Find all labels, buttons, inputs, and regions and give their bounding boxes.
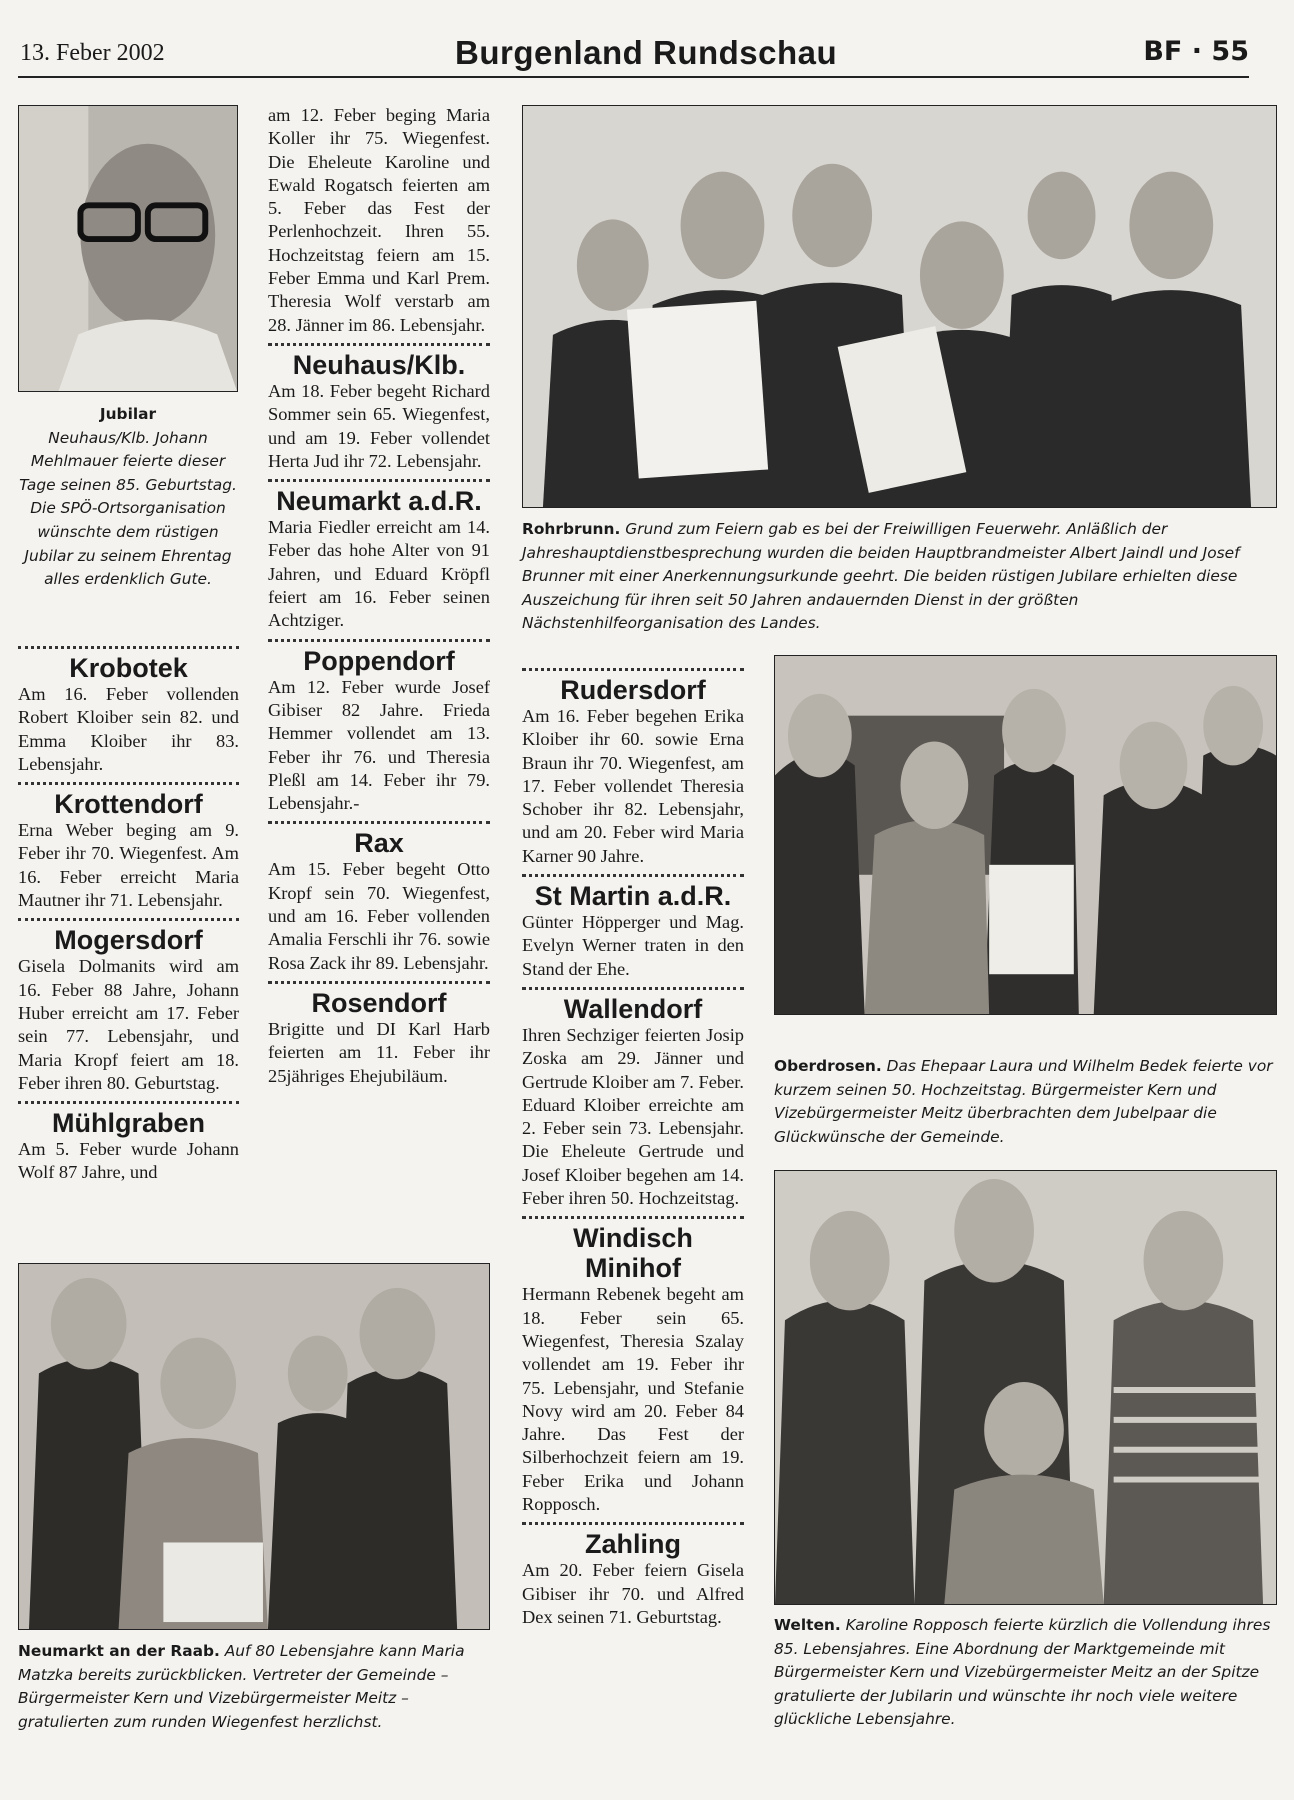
portrait-caption: [18, 403, 238, 592]
portrait-caption-text: Neuhaus/Klb. Johann Mehlmauer feierte dieser Tage seinen 85. Geburtstag. Die SPÖ-Ortsorganisation wünschte dem rüstigen Jubilar zu seinem Ehrentag alles erdenklich Gute.: [19, 428, 237, 589]
neumarkt-photo: [18, 1263, 490, 1630]
section-heading-mogersdorf: Mogersdorf: [54, 925, 203, 956]
section-heading-poppendorf: Poppendorf: [303, 645, 455, 676]
rohrbrunn-caption-place: Rohrbrunn.: [522, 520, 621, 538]
neumarkt-caption-text: Auf 80 Lebensjahre kann Maria Matzka bereits zurückblicken. Vertreter der Gemeinde – Bürgermeister Kern und Vizebürgermeister Meitz – gratulierten zum runden Wiegenfest herzlichst.: [18, 1642, 465, 1731]
oberdrosen-caption: [774, 1055, 1277, 1149]
oberdrosen-caption-place: Oberdrosen.: [774, 1057, 882, 1075]
rohrbrunn-photo: [522, 105, 1277, 508]
portrait-caption-label: Jubilar: [99, 405, 157, 423]
section-divider: [18, 782, 239, 785]
newspaper-title: Burgenland Rundschau: [455, 34, 838, 71]
section-divider: [268, 479, 490, 482]
oberdrosen-caption-text: Das Ehepaar Laura und Wilhelm Bedek feierte vor kurzem seinen 50. Hochzeitstag. Bürgermeister Kern und Vizebürgermeister Meitz überbrachten dem Jubelpaar die Glückwünsche der Gemeinde.: [774, 1057, 1273, 1146]
welten-caption-place: Welten.: [774, 1616, 841, 1634]
rohrbrunn-caption: [522, 518, 1277, 636]
section-text-rax: Am 15. Feber begeht Otto Kropf sein 70. Wiegenfest, und am 16. Feber vollenden Amalia Ferschli ihr 76. sowie Rosa Zack ihr 89. Lebensjahr.: [268, 859, 490, 973]
section-text-neumarkt: Maria Fiedler erreicht am 14. Feber das hohe Alter von 91 Jahren, und Eduard Kröpfl feiert am 16. Feber seinen Achtziger.: [268, 517, 490, 631]
welten-photo-illustration: [775, 1171, 1276, 1604]
column-2-sections: [268, 104, 490, 1088]
section-text-windisch-minihof: Hermann Rebenek begeht am 18. Feber sein 65. Wiegenfest, Theresia Szalay vollendet am 19. Feber ihr 75. Lebensjahr, und Stefanie Novy wird am 20. Feber 84 Jahre. Das Fest der Silberhochzeit feiern am 19. Feber Erika und Johann Ropposch.: [522, 1284, 744, 1515]
section-heading-rax: Rax: [354, 828, 404, 859]
section-text-wallendorf: Ihren Sechziger feierten Josip Zoska am 29. Jänner und Gertrude Kloiber am 7. Feber. Eduard Kloiber erreichte am 2. Feber sein 73. Lebensjahr. Die Eheleute Gertrude und Josef Kloiber begehen am 14. Feber ihren 50. Hochzeitstag.: [522, 1024, 744, 1209]
neumarkt-caption: [18, 1640, 490, 1734]
section-heading-rudersdorf: Rudersdorf: [560, 675, 706, 705]
welten-photo: [774, 1170, 1277, 1605]
section-divider: [522, 668, 744, 671]
section-text-st-martin: Günter Höpperger und Mag. Evelyn Werner traten in den Stand der Ehe.: [522, 912, 744, 979]
portrait-photo: [18, 105, 238, 392]
neumarkt-caption-place: Neumarkt an der Raab.: [18, 1642, 220, 1660]
section-divider: [522, 1216, 744, 1219]
issue-date: 13. Feber 2002: [20, 40, 165, 66]
welten-caption-text: Karoline Ropposch feierte kürzlich die Vollendung ihres 85. Lebensjahres. Eine Abordnung der Marktgemeinde mit Bürgermeister Kern und Vizebürgermeister Meitz an der Spitze gratulierte der Jubilarin und wünschte ihr noch viele weitere glückliche Lebensjahre.: [774, 1616, 1271, 1729]
section-heading-neumarkt: Neumarkt a.d.R.: [276, 486, 482, 517]
section-text-mogersdorf: Gisela Dolmanits wird am 16. Feber 88 Jahre, Johann Huber erreicht am 17. Feber sein 77. Lebensjahr, und Maria Kropf feiert am 18. Feber ihren 80. Geburtstag.: [18, 956, 239, 1093]
section-divider: [268, 821, 490, 824]
section-text-krobotek: Am 16. Feber vollenden Robert Kloiber sein 82. und Emma Kloiber ihr 83. Lebensjahr.: [18, 684, 239, 774]
section-heading-rosendorf: Rosendorf: [311, 987, 447, 1018]
section-divider: [18, 1101, 239, 1104]
section-heading-windisch-minihof: Windisch Minihof: [573, 1223, 693, 1284]
section-text-neuhaus: Am 18. Feber begeht Richard Sommer sein 65. Wiegenfest, und am 19. Feber vollendet Herta Jud ihr 72. Lebensjahr.: [268, 380, 490, 471]
section-divider: [522, 874, 744, 877]
section-heading-muehlgraben: Mühlgraben: [52, 1108, 205, 1139]
page-number: BF · 55: [1143, 36, 1249, 67]
welten-caption: [774, 1614, 1277, 1732]
section-heading-wallendorf: Wallendorf: [563, 993, 703, 1024]
section-heading-krobotek: Krobotek: [69, 653, 188, 683]
neumarkt-photo-illustration: [19, 1264, 489, 1629]
section-text-poppendorf: Am 12. Feber wurde Josef Gibiser 82 Jahre. Frieda Hemmer vollendet am 13. Feber ihr 76. und Theresia Pleßl am 14. Feber ihr 79. Lebensjahr.-: [268, 676, 490, 814]
section-heading-krottendorf: Krottendorf: [54, 789, 203, 820]
section-divider: [522, 1522, 744, 1525]
section-divider: [268, 639, 490, 642]
section-divider: [522, 987, 744, 990]
section-text-rosendorf: Brigitte und DI Karl Harb feierten am 11. Feber ihr 25jähriges Ehejubiläum.: [268, 1018, 490, 1086]
column-1-sections: [18, 640, 239, 1185]
column-2-intro: am 12. Feber beging Maria Koller ihr 75. Wiegenfest. Die Eheleute Karoline und Ewald Rogatsch feierten am 5. Feber das Fest der Perlenhochzeit. Ihren 55. Hochzeitstag feiern am 15. Feber Emma und Karl Prem. Theresia Wolf verstarb am 28. Jänner im 86. Lebensjahr.: [268, 105, 490, 335]
rohrbrunn-photo-illustration: [523, 106, 1276, 507]
rohrbrunn-caption-text: Grund zum Feiern gab es bei der Freiwilligen Feuerwehr. Anläßlich der Jahreshauptdienstbesprechung wurden die beiden Hauptbrandmeister Albert Jaindl und Josef Brunner mit einer Anerkennungsurkunde geehrt. Die beiden rüstigen Jubilare erhielten diese Auszeichung für ihren seit 50 Jahren andauernden Dienst in der größten Nächstenhilfeorganisation des Landes.: [522, 520, 1240, 633]
oberdrosen-photo: [774, 655, 1277, 1015]
section-text-rudersdorf: Am 16. Feber begehen Erika Kloiber ihr 60. sowie Erna Braun ihr 70. Wiegenfest, am 17. Feber vollendet Theresia Schober ihr 82. Lebensjahr, und am 20. Feber wird Maria Karner 90 Jahre.: [522, 706, 744, 866]
header-rule: [18, 76, 1249, 78]
section-divider: [268, 343, 490, 346]
section-text-krottendorf: Erna Weber beging am 9. Feber ihr 70. Wiegenfest. Am 16. Feber erreicht Maria Mautner ihr 71. Lebensjahr.: [18, 820, 239, 911]
section-text-muehlgraben: Am 5. Feber wurde Johann Wolf 87 Jahre, und: [18, 1139, 239, 1183]
section-heading-zahling: Zahling: [585, 1529, 681, 1560]
section-divider: [18, 646, 239, 649]
section-text-zahling: Am 20. Feber feiern Gisela Gibiser ihr 70. und Alfred Dex seinen 71. Geburtstag.: [522, 1560, 744, 1627]
portrait-photo-illustration: [19, 106, 237, 391]
oberdrosen-photo-illustration: [775, 656, 1276, 1014]
section-heading-st-martin: St Martin a.d.R.: [534, 881, 732, 912]
section-divider: [268, 981, 490, 984]
column-3-sections: [522, 662, 744, 1629]
section-divider: [18, 918, 239, 921]
section-heading-neuhaus: Neuhaus/Klb.: [292, 349, 466, 380]
